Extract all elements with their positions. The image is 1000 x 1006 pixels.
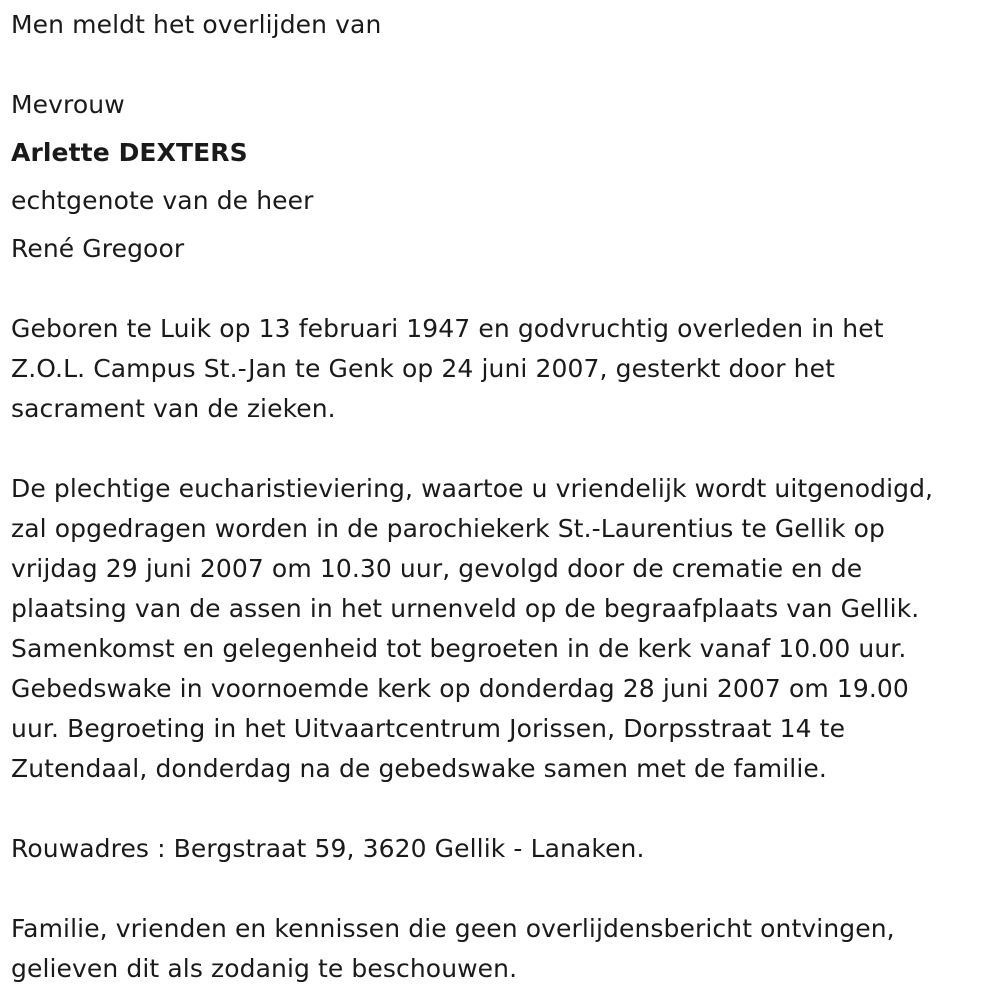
paragraph-line: Samenkomst en gelegenheid tot begroeten in de kerk vanaf 10.00 uur. bbox=[11, 634, 907, 663]
paragraph-line: gelieven dit als zodanig te beschouwen. bbox=[11, 954, 518, 983]
paragraph-line: Gebedswake in voornoemde kerk op donderdag 28 juni 2007 om 19.00 bbox=[11, 674, 909, 703]
paragraph-line: Familie, vrienden en kennissen die geen overlijdensbericht ontvingen, bbox=[11, 914, 895, 943]
intro-text: Men meldt het overlijden van bbox=[11, 10, 382, 39]
paragraph-line: Z.O.L. Campus St.-Jan te Genk op 24 juni 2007, gesterkt door het bbox=[11, 354, 835, 383]
deceased-name: Arlette DEXTERS bbox=[11, 138, 248, 167]
paragraph-line: Geboren te Luik op 13 februari 1947 en godvruchtig overleden in het bbox=[11, 314, 884, 343]
paragraph-line: De plechtige eucharistieviering, waartoe u vriendelijk wordt uitgenodigd, bbox=[11, 474, 934, 503]
paragraph-line: Zutendaal, donderdag na de gebedswake samen met de familie. bbox=[11, 754, 827, 783]
spouse-name: René Gregoor bbox=[11, 234, 185, 263]
salutation: Mevrouw bbox=[11, 90, 125, 119]
paragraph-line: plaatsing van de assen in het urnenveld op de begraafplaats van Gellik. bbox=[11, 594, 920, 623]
paragraph-line: uur. Begroeting in het Uitvaartcentrum Jorissen, Dorpsstraat 14 te bbox=[11, 714, 846, 743]
relation-text: echtgenote van de heer bbox=[11, 186, 314, 215]
paragraph-line: sacrament van de zieken. bbox=[11, 394, 336, 423]
mourning-address: Rouwadres : Bergstraat 59, 3620 Gellik - Lanaken. bbox=[11, 834, 645, 863]
paragraph-line: zal opgedragen worden in de parochiekerk St.-Laurentius te Gellik op bbox=[11, 514, 885, 543]
paragraph-line: vrijdag 29 juni 2007 om 10.30 uur, gevolgd door de crematie en de bbox=[11, 554, 863, 583]
